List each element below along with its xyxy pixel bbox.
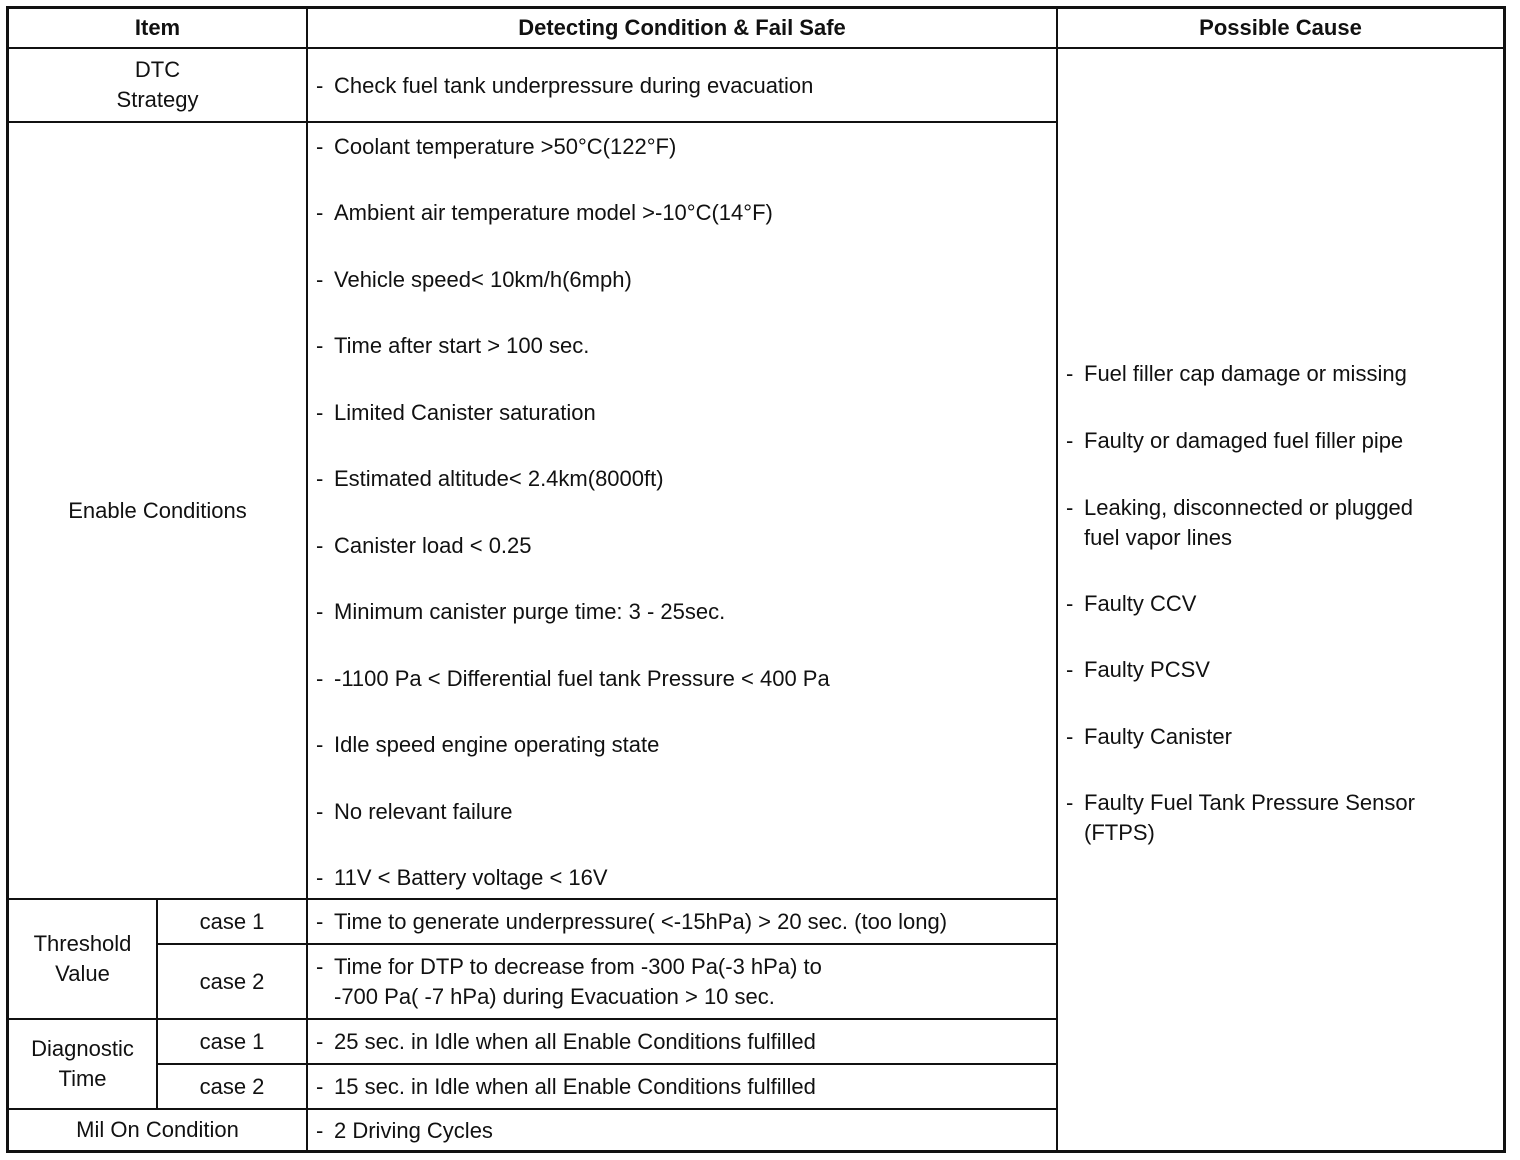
enable-condition-item: - No relevant failure <box>316 799 513 824</box>
threshold-case-2-label: case 2 <box>199 968 265 994</box>
header-item: Item <box>134 15 181 40</box>
header-detecting-condition: Detecting Condition & Fail Safe <box>518 15 846 40</box>
possible-cause-item: - Faulty PCSV <box>1066 657 1210 682</box>
possible-cause-item: - Leaking, disconnected or plugged fuel vapor lines <box>1066 495 1414 550</box>
enable-conditions-label: Enable Conditions <box>68 497 247 523</box>
dtc-strategy-condition: - Check fuel tank underpressure during evacuation <box>316 73 814 98</box>
possible-cause-item: - Fuel filler cap damage or missing <box>1066 361 1407 386</box>
diagnostic-case-1-condition: - 25 sec. in Idle when all Enable Conditions fulfilled <box>316 1029 816 1054</box>
enable-condition-item: - Coolant temperature >50°C(122°F) <box>316 134 677 159</box>
enable-condition-item: - Limited Canister saturation <box>316 400 596 425</box>
diagnostic-case-2-label: case 2 <box>199 1073 265 1099</box>
possible-cause-item: - Faulty or damaged fuel filler pipe <box>1066 428 1404 453</box>
col-divider-2 <box>1056 9 1058 1150</box>
mil-on-condition-label: Mil On Condition <box>76 1117 239 1142</box>
enable-condition-item: - Estimated altitude< 2.4km(8000ft) <box>316 466 664 491</box>
enable-condition-item: - Canister load < 0.25 <box>316 533 532 558</box>
enable-condition-item: - -1100 Pa < Differential fuel tank Pressure < 400 Pa <box>316 666 830 691</box>
possible-cause-item: - Faulty Fuel Tank Pressure Sensor (FTPS) <box>1066 790 1415 845</box>
threshold-case-1-condition: - Time to generate underpressure( <-15hPa) > 20 sec. (too long) <box>316 909 948 934</box>
diagnostic-table <box>6 6 1506 1153</box>
enable-condition-item: - Ambient air temperature model >-10°C(14°F) <box>316 200 773 225</box>
mil-on-condition-value: - 2 Driving Cycles <box>316 1118 493 1143</box>
enable-condition-item: - Time after start > 100 sec. <box>316 333 590 358</box>
enable-condition-item: - 11V < Battery voltage < 16V <box>316 865 608 890</box>
possible-cause-item: - Faulty CCV <box>1066 591 1197 616</box>
possible-cause-item: - Faulty Canister <box>1066 724 1232 749</box>
threshold-case-1-label: case 1 <box>199 908 265 934</box>
diagnostic-time-label: Diagnostic Time <box>31 1036 134 1091</box>
enable-condition-item: - Minimum canister purge time: 3 - 25sec. <box>316 599 726 624</box>
enable-condition-item: - Vehicle speed< 10km/h(6mph) <box>316 267 632 292</box>
threshold-value-label: Threshold Value <box>33 931 132 986</box>
threshold-case-2-condition: - Time for DTP to decrease from -300 Pa(-3 hPa) to -700 Pa( -7 hPa) during Evacuation > 10 sec. <box>316 954 822 1009</box>
header-possible-cause: Possible Cause <box>1199 15 1362 40</box>
enable-condition-item: - Idle speed engine operating state <box>316 732 660 757</box>
dtc-strategy-label: DTC Strategy <box>116 57 199 112</box>
col-divider-1 <box>306 9 308 1150</box>
diagnostic-case-2-condition: - 15 sec. in Idle when all Enable Conditions fulfilled <box>316 1074 816 1099</box>
diagnostic-case-1-label: case 1 <box>199 1028 265 1054</box>
